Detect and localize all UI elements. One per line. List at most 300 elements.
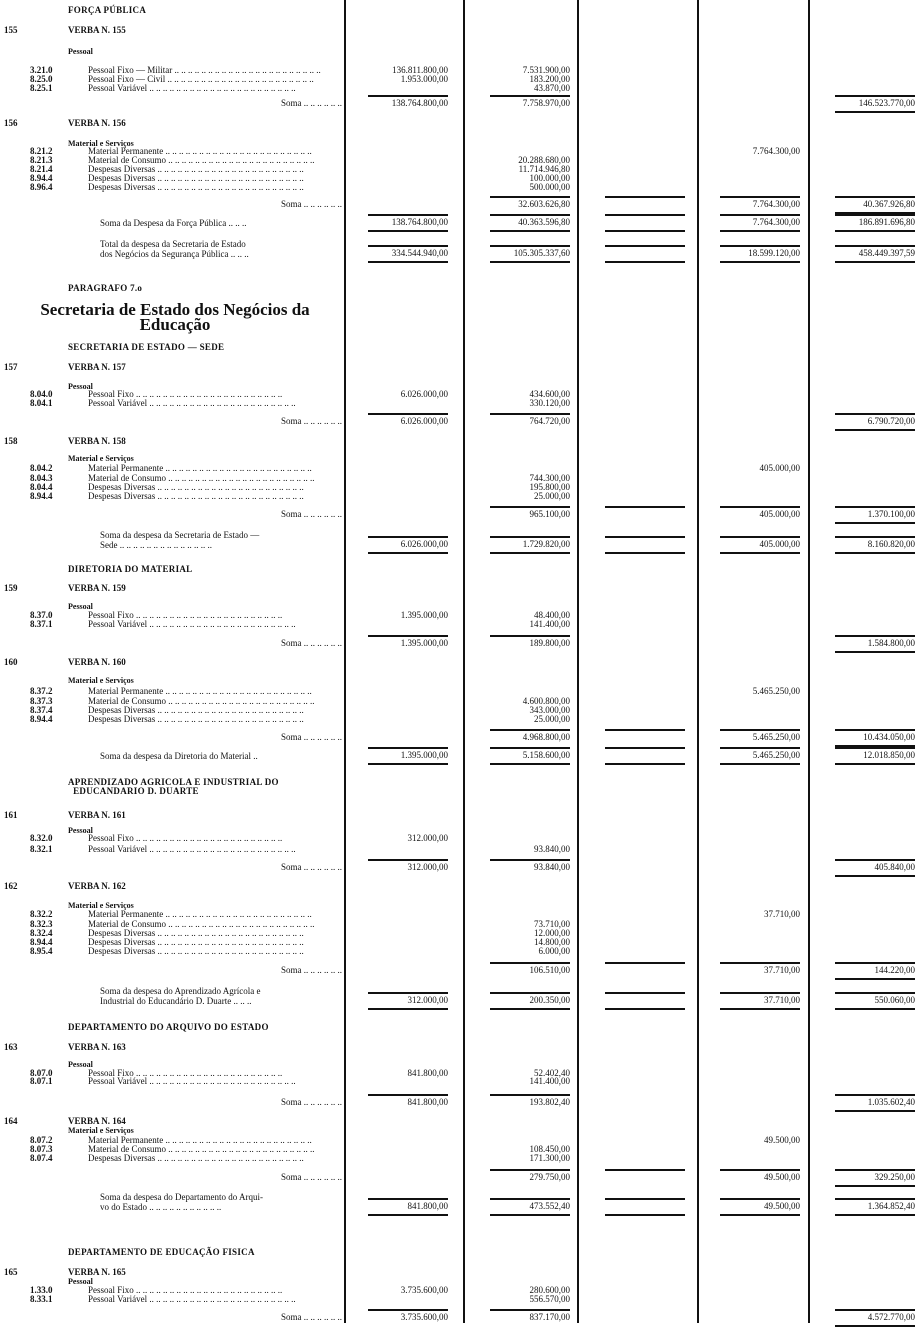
amount-col-4: 37.710,00 — [764, 965, 800, 975]
item-code: 8.32.3 — [30, 919, 53, 929]
item-code: 8.07.2 — [30, 1135, 53, 1145]
sum-rule — [720, 1169, 800, 1171]
item-code: 8.37.0 — [30, 610, 53, 620]
item-label: Despesas Diversas .. .. — [88, 1154, 340, 1163]
total-label: Soma da despesa da Secretaria de Estado — Sede .. .. .. .. .. .. .. .. .. .. .. .. .. .. — [100, 530, 260, 550]
amount-col-2: 141.400,00 — [529, 619, 570, 629]
item-code: 3.21.0 — [30, 65, 53, 75]
item-label: Material Permanente .. .. — [88, 1136, 340, 1145]
group-label: Pessoal — [68, 602, 93, 611]
group-label: Pessoal — [68, 826, 93, 835]
sum-rule — [720, 747, 800, 749]
item-label: Despesas Diversas .. .. — [88, 706, 340, 715]
sum-rule — [720, 729, 800, 731]
heading-label: PARAGRAFO 7.o — [68, 283, 143, 293]
sum-rule — [835, 747, 915, 749]
amount-col-5: 186.891.696,80 — [858, 217, 915, 227]
sum-rule — [490, 413, 570, 415]
amount-col-5: 146.523.770,00 — [858, 98, 915, 108]
amount-col-5: 10.434.050,00 — [863, 732, 915, 742]
sum-rule — [835, 196, 915, 198]
item-code: 8.94.4 — [30, 714, 53, 724]
amount-col-1: 1.395.000,00 — [400, 638, 448, 648]
column-divider — [344, 0, 346, 1323]
verba-label: VERBA N. 162 — [68, 881, 126, 891]
amount-col-5: 8.160.820,00 — [867, 539, 915, 549]
verba-label: VERBA N. 165 — [68, 1267, 126, 1277]
item-code: 8.94.4 — [30, 937, 53, 947]
sum-rule — [490, 196, 570, 198]
sum-rule — [490, 747, 570, 749]
amount-col-1: 1.395.000,00 — [400, 610, 448, 620]
sum-rule — [835, 111, 915, 113]
amount-col-1: 841.800,00 — [407, 1201, 448, 1211]
amount-col-4: 7.764.300,00 — [752, 146, 800, 156]
sum-rule — [368, 245, 448, 247]
sum-rule — [368, 747, 448, 749]
item-code: 8.32.0 — [30, 833, 53, 843]
amount-col-2: 343.000,00 — [529, 705, 570, 715]
verba-label: VERBA N. 157 — [68, 362, 126, 372]
verba-label: VERBA N. 161 — [68, 810, 126, 820]
verba-number: 161 — [4, 810, 18, 820]
amount-col-2: 25.000,00 — [534, 491, 570, 501]
item-code: 8.95.4 — [30, 946, 53, 956]
item-code: 8.94.4 — [30, 491, 53, 501]
item-code: 8.96.4 — [30, 182, 53, 192]
heading-label: DEPARTAMENTO DO ARQUIVO DO ESTADO — [68, 1022, 269, 1032]
sum-rule — [605, 552, 685, 554]
verba-number: 159 — [4, 583, 18, 593]
sum-rule — [835, 763, 915, 765]
item-code: 8.32.2 — [30, 909, 53, 919]
sum-rule — [605, 536, 685, 538]
item-label: Despesas Diversas .. .. — [88, 483, 340, 492]
sum-rule — [835, 1169, 915, 1171]
sum-rule — [490, 261, 570, 263]
amount-col-2: 48.400,00 — [534, 610, 570, 620]
title-label: Secretaria de Estado dos Negócios da Educação — [40, 300, 310, 334]
item-label: Pessoal Variável .. .. — [88, 845, 340, 854]
sum-rule — [835, 1110, 915, 1112]
sum-rule — [490, 552, 570, 554]
sum-rule — [368, 635, 448, 637]
sum-rule — [490, 729, 570, 731]
heading-label: FORÇA PÚBLICA — [68, 5, 147, 15]
group-label: Material e Serviços — [68, 454, 134, 463]
item-code: 8.07.1 — [30, 1076, 53, 1086]
sum-rule — [720, 992, 800, 994]
sum-rule — [490, 1198, 570, 1200]
amount-col-2: 40.363.596,80 — [518, 217, 570, 227]
sum-rule — [720, 1214, 800, 1216]
item-label: Despesas Diversas .. .. — [88, 938, 340, 947]
amount-col-4: 5.465.250,00 — [752, 750, 800, 760]
item-label: Pessoal Fixo .. .. — [88, 390, 340, 399]
verba-number: 163 — [4, 1042, 18, 1052]
sum-rule — [835, 552, 915, 554]
sum-rule — [835, 859, 915, 861]
group-label: Material e Serviços — [68, 1126, 134, 1135]
amount-col-2: 106.510,00 — [529, 965, 570, 975]
sum-rule — [720, 261, 800, 263]
item-label: Pessoal Fixo .. .. — [88, 834, 340, 843]
item-code: 8.04.0 — [30, 389, 53, 399]
sum-rule — [490, 536, 570, 538]
amount-col-2: 500.000,00 — [529, 182, 570, 192]
amount-col-4: 5.465.250,00 — [752, 732, 800, 742]
amount-col-2: 280.600,00 — [529, 1285, 570, 1295]
soma-label: Soma .. .. — [281, 510, 342, 519]
amount-col-1: 1.395.000,00 — [400, 750, 448, 760]
item-code: 8.25.0 — [30, 74, 53, 84]
amount-col-5: 144.220,00 — [874, 965, 915, 975]
sum-rule — [835, 245, 915, 247]
item-code: 8.94.4 — [30, 173, 53, 183]
amount-col-2: 1.729.820,00 — [522, 539, 570, 549]
amount-col-5: 6.790.720,00 — [867, 416, 915, 426]
sum-rule — [368, 552, 448, 554]
item-label: Pessoal Fixo .. .. — [88, 1286, 340, 1295]
item-label: Material de Consumo .. .. — [88, 697, 340, 706]
item-code: 8.21.3 — [30, 155, 53, 165]
sum-rule — [720, 552, 800, 554]
amount-col-4: 7.764.300,00 — [752, 217, 800, 227]
amount-col-2: 6.000,00 — [538, 946, 570, 956]
item-code: 8.07.3 — [30, 1144, 53, 1154]
total-label: Soma da despesa do Departamento do Arqui- vo do Estado .. .. .. .. .. .. .. .. .. .. .. — [100, 1192, 263, 1212]
amount-col-2: 105.305.337,60 — [513, 248, 570, 258]
verba-label: VERBA N. 158 — [68, 436, 126, 446]
item-code: 1.33.0 — [30, 1285, 53, 1295]
soma-label: Soma .. .. — [281, 863, 342, 872]
item-code: 8.37.4 — [30, 705, 53, 715]
verba-label: VERBA N. 164 — [68, 1116, 126, 1126]
amount-col-2: 171.300,00 — [529, 1153, 570, 1163]
sum-rule — [605, 245, 685, 247]
soma-label: Soma .. .. — [281, 1313, 342, 1322]
sum-rule — [835, 978, 915, 980]
item-code: 8.37.2 — [30, 686, 53, 696]
item-label: Pessoal Variável .. .. — [88, 399, 340, 408]
soma-label: Soma .. .. — [281, 966, 342, 975]
sum-rule — [490, 635, 570, 637]
group-label: Material e Serviços — [68, 901, 134, 910]
sum-rule — [490, 1169, 570, 1171]
sum-rule — [490, 1094, 570, 1096]
item-code: 8.04.3 — [30, 473, 53, 483]
item-code: 8.33.1 — [30, 1294, 53, 1304]
soma-label: Soma .. .. — [281, 1173, 342, 1182]
item-label: Despesas Diversas .. .. — [88, 715, 340, 724]
column-divider — [463, 0, 465, 1323]
amount-col-2: 5.158.600,00 — [522, 750, 570, 760]
amount-col-2: 7.531.900,00 — [522, 65, 570, 75]
sum-rule — [605, 214, 685, 216]
verba-number: 165 — [4, 1267, 18, 1277]
amount-col-1: 841.800,00 — [407, 1097, 448, 1107]
amount-col-2: 189.800,00 — [529, 638, 570, 648]
item-code: 8.21.4 — [30, 164, 53, 174]
sum-rule — [368, 763, 448, 765]
sum-rule — [490, 230, 570, 232]
item-label: Material Permanente .. .. — [88, 464, 340, 473]
item-label: Material Permanente .. .. — [88, 147, 340, 156]
amount-col-2: 93.840,00 — [534, 844, 570, 854]
amount-col-4: 405.000,00 — [759, 509, 800, 519]
amount-col-4: 5.465.250,00 — [752, 686, 800, 696]
sum-rule — [368, 214, 448, 216]
amount-col-2: 837.170,00 — [529, 1312, 570, 1322]
sum-rule — [720, 536, 800, 538]
item-label: Pessoal Variável .. .. — [88, 84, 340, 93]
sum-rule — [490, 245, 570, 247]
sum-rule — [490, 992, 570, 994]
amount-col-1: 6.026.000,00 — [400, 389, 448, 399]
amount-col-5: 458.449.397,59 — [858, 248, 915, 258]
sum-rule — [605, 992, 685, 994]
verba-label: VERBA N. 155 — [68, 25, 126, 35]
group-label: Pessoal — [68, 47, 93, 56]
sum-rule — [835, 230, 915, 232]
amount-col-5: 4.572.770,00 — [867, 1312, 915, 1322]
sum-rule — [490, 214, 570, 216]
amount-col-5: 405.840,00 — [874, 862, 915, 872]
amount-col-5: 12.018.850,00 — [863, 750, 915, 760]
sum-rule — [835, 1198, 915, 1200]
sum-rule — [720, 1198, 800, 1200]
sum-rule — [368, 1094, 448, 1096]
amount-col-1: 312.000,00 — [407, 862, 448, 872]
item-label: Material de Consumo .. .. — [88, 920, 340, 929]
verba-number: 158 — [4, 436, 18, 446]
sum-rule — [720, 230, 800, 232]
sum-rule — [605, 729, 685, 731]
item-label: Material de Consumo .. .. — [88, 1145, 340, 1154]
item-label: Despesas Diversas .. .. — [88, 947, 340, 956]
amount-col-1: 334.544.940,00 — [391, 248, 448, 258]
sum-rule — [368, 95, 448, 97]
sum-rule — [720, 196, 800, 198]
sum-rule — [835, 651, 915, 653]
total-label: Soma da despesa do Aprendizado Agrícola e Industrial do Educandário D. Duarte .. .. .. — [100, 986, 261, 1006]
verba-label: VERBA N. 159 — [68, 583, 126, 593]
group-label: Pessoal — [68, 1060, 93, 1069]
sum-rule — [720, 245, 800, 247]
soma-label: Soma .. .. — [281, 99, 342, 108]
item-code: 8.04.1 — [30, 398, 53, 408]
amount-col-2: 25.000,00 — [534, 714, 570, 724]
sum-rule — [368, 1008, 448, 1010]
amount-col-4: 18.599.120,00 — [748, 248, 800, 258]
soma-label: Soma .. .. — [281, 639, 342, 648]
item-label: Material de Consumo .. .. — [88, 474, 340, 483]
amount-col-2: 100.000,00 — [529, 173, 570, 183]
sum-rule — [490, 859, 570, 861]
sum-rule — [605, 747, 685, 749]
amount-col-2: 200.350,00 — [529, 995, 570, 1005]
amount-col-2: 14.800,00 — [534, 937, 570, 947]
heading-label: SECRETARIA DE ESTADO — SEDE — [68, 342, 225, 352]
amount-col-2: 73.710,00 — [534, 919, 570, 929]
sum-rule — [835, 1309, 915, 1311]
item-label: Material Permanente .. .. — [88, 687, 340, 696]
item-label: Pessoal Fixo — Militar .. .. — [88, 66, 340, 75]
sum-rule — [720, 763, 800, 765]
amount-col-2: 93.840,00 — [534, 862, 570, 872]
sum-rule — [835, 992, 915, 994]
item-label: Despesas Diversas .. .. — [88, 929, 340, 938]
verba-label: VERBA N. 160 — [68, 657, 126, 667]
sum-rule — [490, 506, 570, 508]
item-label: Pessoal Variável .. .. — [88, 1077, 340, 1086]
sum-rule — [835, 214, 915, 216]
amount-col-4: 49.500,00 — [764, 1172, 800, 1182]
amount-col-2: 43.870,00 — [534, 83, 570, 93]
amount-col-1: 3.735.600,00 — [400, 1285, 448, 1295]
sum-rule — [368, 1198, 448, 1200]
item-code: 8.07.4 — [30, 1153, 53, 1163]
amount-col-4: 37.710,00 — [764, 995, 800, 1005]
item-label: Pessoal Fixo — Civil .. .. — [88, 75, 340, 84]
item-code: 8.04.2 — [30, 463, 53, 473]
amount-col-2: 4.600.800,00 — [522, 696, 570, 706]
sum-rule — [605, 230, 685, 232]
sum-rule — [835, 1214, 915, 1216]
amount-col-4: 405.000,00 — [759, 463, 800, 473]
amount-col-5: 1.584.800,00 — [867, 638, 915, 648]
verba-number: 156 — [4, 118, 18, 128]
amount-col-5: 329.250,00 — [874, 1172, 915, 1182]
item-label: Material de Consumo .. .. — [88, 156, 340, 165]
verba-number: 155 — [4, 25, 18, 35]
amount-col-2: 32.603.626,80 — [518, 199, 570, 209]
amount-col-1: 841.800,00 — [407, 1068, 448, 1078]
sum-rule — [490, 1008, 570, 1010]
amount-col-2: 12.000,00 — [534, 928, 570, 938]
total-label: Soma da Despesa da Força Pública .. .. .. — [100, 218, 247, 228]
soma-label: Soma .. .. — [281, 733, 342, 742]
amount-col-5: 40.367.926,80 — [863, 199, 915, 209]
sum-rule — [605, 1008, 685, 1010]
amount-col-2: 4.968.800,00 — [522, 732, 570, 742]
sum-rule — [835, 522, 915, 524]
amount-col-2: 183.200,00 — [529, 74, 570, 84]
sum-rule — [490, 1309, 570, 1311]
item-label: Despesas Diversas .. .. — [88, 492, 340, 501]
sum-rule — [720, 962, 800, 964]
verba-number: 162 — [4, 881, 18, 891]
item-code: 8.37.3 — [30, 696, 53, 706]
amount-col-5: 1.035.602,40 — [867, 1097, 915, 1107]
sum-rule — [605, 1198, 685, 1200]
group-label: Material e Serviços — [68, 676, 134, 685]
item-label: Despesas Diversas .. .. — [88, 165, 340, 174]
sum-rule — [490, 1214, 570, 1216]
soma-label: Soma .. .. — [281, 1098, 342, 1107]
amount-col-2: 556.570,00 — [529, 1294, 570, 1304]
amount-col-4: 405.000,00 — [759, 539, 800, 549]
sum-rule — [835, 536, 915, 538]
sum-rule — [835, 261, 915, 263]
sum-rule — [490, 763, 570, 765]
sum-rule — [835, 635, 915, 637]
amount-col-1: 138.764.800,00 — [391, 217, 448, 227]
amount-col-1: 136.811.800,00 — [392, 65, 448, 75]
amount-col-1: 138.764.800,00 — [391, 98, 448, 108]
soma-label: Soma .. .. — [281, 200, 342, 209]
sum-rule — [835, 875, 915, 877]
column-divider — [577, 0, 579, 1323]
sum-rule — [720, 506, 800, 508]
sum-rule — [368, 536, 448, 538]
amount-col-2: 279.750,00 — [529, 1172, 570, 1182]
sum-rule — [720, 1008, 800, 1010]
amount-col-2: 193.802,40 — [529, 1097, 570, 1107]
sum-rule — [368, 1309, 448, 1311]
sum-rule — [835, 1008, 915, 1010]
sum-rule — [835, 962, 915, 964]
item-label: Pessoal Fixo .. .. — [88, 1069, 340, 1078]
amount-col-1: 312.000,00 — [407, 995, 448, 1005]
amount-col-2: 141.400,00 — [529, 1076, 570, 1086]
group-label: Material e Serviços — [68, 139, 134, 148]
amount-col-4: 49.500,00 — [764, 1201, 800, 1211]
item-code: 8.32.4 — [30, 928, 53, 938]
amount-col-2: 11.714.946,80 — [518, 164, 570, 174]
amount-col-1: 312.000,00 — [407, 833, 448, 843]
sum-rule — [835, 95, 915, 97]
sum-rule — [835, 1185, 915, 1187]
item-code: 8.04.4 — [30, 482, 53, 492]
sum-rule — [835, 506, 915, 508]
item-code: 8.25.1 — [30, 83, 53, 93]
item-code: 8.32.1 — [30, 844, 53, 854]
sum-rule — [605, 1169, 685, 1171]
heading-label: APRENDIZADO AGRICOLA E INDUSTRIAL DO EDUCANDARIO D. DUARTE — [68, 777, 279, 796]
heading-label: DIRETORIA DO MATERIAL — [68, 564, 193, 574]
group-label: Pessoal — [68, 1277, 93, 1286]
item-label: Despesas Diversas .. .. — [88, 183, 340, 192]
heading-label: DEPARTAMENTO DE EDUCAÇÃO FISICA — [68, 1247, 255, 1257]
amount-col-2: 744.300,00 — [529, 473, 570, 483]
amount-col-5: 1.370.100,00 — [867, 509, 915, 519]
sum-rule — [720, 214, 800, 216]
amount-col-2: 7.758.970,00 — [522, 98, 570, 108]
amount-col-4: 49.500,00 — [764, 1135, 800, 1145]
amount-col-2: 330.120,00 — [529, 398, 570, 408]
sum-rule — [835, 1094, 915, 1096]
group-label: Pessoal — [68, 382, 93, 391]
sum-rule — [835, 729, 915, 731]
verba-label: VERBA N. 163 — [68, 1042, 126, 1052]
amount-col-1: 6.026.000,00 — [400, 416, 448, 426]
amount-col-2: 434.600,00 — [529, 389, 570, 399]
amount-col-2: 965.100,00 — [529, 509, 570, 519]
sum-rule — [368, 230, 448, 232]
item-label: Pessoal Fixo .. .. — [88, 611, 340, 620]
item-label: Despesas Diversas .. .. — [88, 174, 340, 183]
amount-col-2: 764.720,00 — [529, 416, 570, 426]
sum-rule — [368, 992, 448, 994]
item-code: 8.21.2 — [30, 146, 53, 156]
sum-rule — [368, 261, 448, 263]
amount-col-1: 3.735.600,00 — [400, 1312, 448, 1322]
total-label: Soma da despesa da Diretoria do Material .. — [100, 751, 258, 761]
amount-col-2: 20.288.680,00 — [518, 155, 570, 165]
amount-col-1: 1.953.000,00 — [400, 74, 448, 84]
item-code: 8.07.0 — [30, 1068, 53, 1078]
